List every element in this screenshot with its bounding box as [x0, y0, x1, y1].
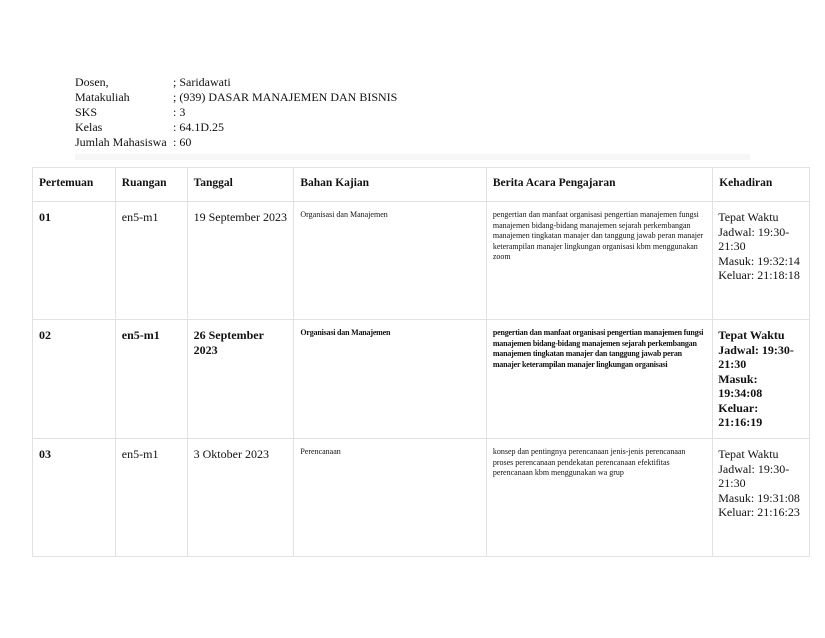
attendance-schedule: Jadwal: 19:30-21:30	[718, 461, 790, 490]
kehadiran-cell	[712, 202, 809, 319]
attendance-out: Keluar: 21:16:23	[718, 505, 800, 519]
pertemuan-cell: 02	[39, 328, 51, 342]
info-row-matakuliah	[75, 90, 397, 105]
attendance-in: Masuk: 19:31:08	[718, 490, 800, 505]
ruangan-cell: en5-m1	[115, 439, 187, 556]
kehadiran-cell	[712, 439, 809, 556]
pertemuan-cell: 03	[39, 447, 51, 461]
header-pertemuan: Pertemuan	[39, 177, 94, 189]
kehadiran-cell	[712, 320, 809, 438]
pertemuan-cell: 01	[39, 210, 51, 224]
header-tanggal: Tanggal	[187, 168, 294, 201]
info-row-sks	[75, 105, 397, 120]
info-label: Dosen,	[75, 75, 109, 89]
attendance-status: Tepat Waktu	[718, 328, 785, 342]
header-berita-acara: Berita Acara Pengajaran	[486, 168, 712, 201]
info-row-dosen	[75, 75, 397, 90]
info-label: Jumlah Mahasiswa	[75, 135, 167, 149]
info-value: ; (939) DASAR MANAJEMEN DAN BISNIS	[173, 90, 398, 104]
info-row-kelas	[75, 120, 397, 135]
bahan-kajian-cell: Organisasi dan Manajemen	[293, 202, 485, 319]
berita-acara-cell: pengertian dan manfaat organisasi pengertian manajemen fungsi manajemen bidang-bidang manajemen sejarah perkembangan manajemen tingkatan manajer dan tanggung jawab peran manajer keterampilan manajer lingkungan organisasi	[486, 320, 712, 438]
attendance-schedule: Jadwal: 19:30-21:30	[718, 342, 794, 371]
attendance-schedule: Jadwal: 19:30-21:30	[718, 224, 790, 253]
berita-acara-cell: pengertian dan manfaat organisasi pengertian manajemen fungsi manajemen bidang-bidang manajemen sejarah perkembangan manajemen tingkatan manajer dan tanggung jawab peran manajer keterampilan manajer lingkungan organisasi kbm menggunakan zoom	[486, 202, 712, 319]
info-label: Kelas	[75, 120, 103, 134]
info-label: SKS	[75, 105, 98, 119]
attendance-out: Keluar: 21:16:19	[718, 400, 763, 429]
attendance-status: Tepat Waktu	[718, 210, 779, 224]
table-row	[33, 438, 809, 556]
ruangan-cell: en5-m1	[115, 320, 187, 438]
header-kehadiran: Kehadiran	[712, 168, 809, 201]
table-row	[33, 201, 809, 319]
info-value: : 60	[173, 135, 192, 149]
divider	[75, 154, 750, 160]
info-value: ; Saridawati	[173, 75, 231, 89]
info-label: Matakuliah	[75, 90, 130, 104]
info-value: : 64.1D.25	[173, 120, 224, 134]
attendance-in: Masuk: 19:34:08	[718, 371, 763, 400]
berita-acara-cell: konsep dan pentingnya perencanaan jenis-jenis perencanaan proses perencanaan pendekatan perencanaan efektifitas perencanaan kbm menggunakan wa grup	[486, 439, 712, 556]
course-info	[75, 75, 397, 150]
attendance-out: Keluar: 21:18:18	[718, 268, 800, 282]
bahan-kajian-cell: Perencanaan	[293, 439, 485, 556]
ruangan-cell: en5-m1	[115, 202, 187, 319]
attendance-in: Masuk: 19:32:14	[718, 253, 800, 268]
tanggal-cell: 3 Oktober 2023	[187, 439, 294, 556]
tanggal-cell: 19 September 2023	[187, 202, 294, 319]
table-header-row	[33, 168, 809, 201]
info-row-jumlah-mahasiswa	[75, 135, 397, 150]
attendance-status: Tepat Waktu	[718, 447, 779, 461]
header-bahan-kajian: Bahan Kajian	[293, 168, 485, 201]
tanggal-cell: 26 September 2023	[187, 320, 294, 438]
header-ruangan: Ruangan	[115, 168, 187, 201]
bahan-kajian-cell: Organisasi dan Manajemen	[293, 320, 485, 438]
table-row	[33, 319, 809, 438]
attendance-table	[32, 167, 810, 557]
info-value: : 3	[173, 105, 186, 119]
